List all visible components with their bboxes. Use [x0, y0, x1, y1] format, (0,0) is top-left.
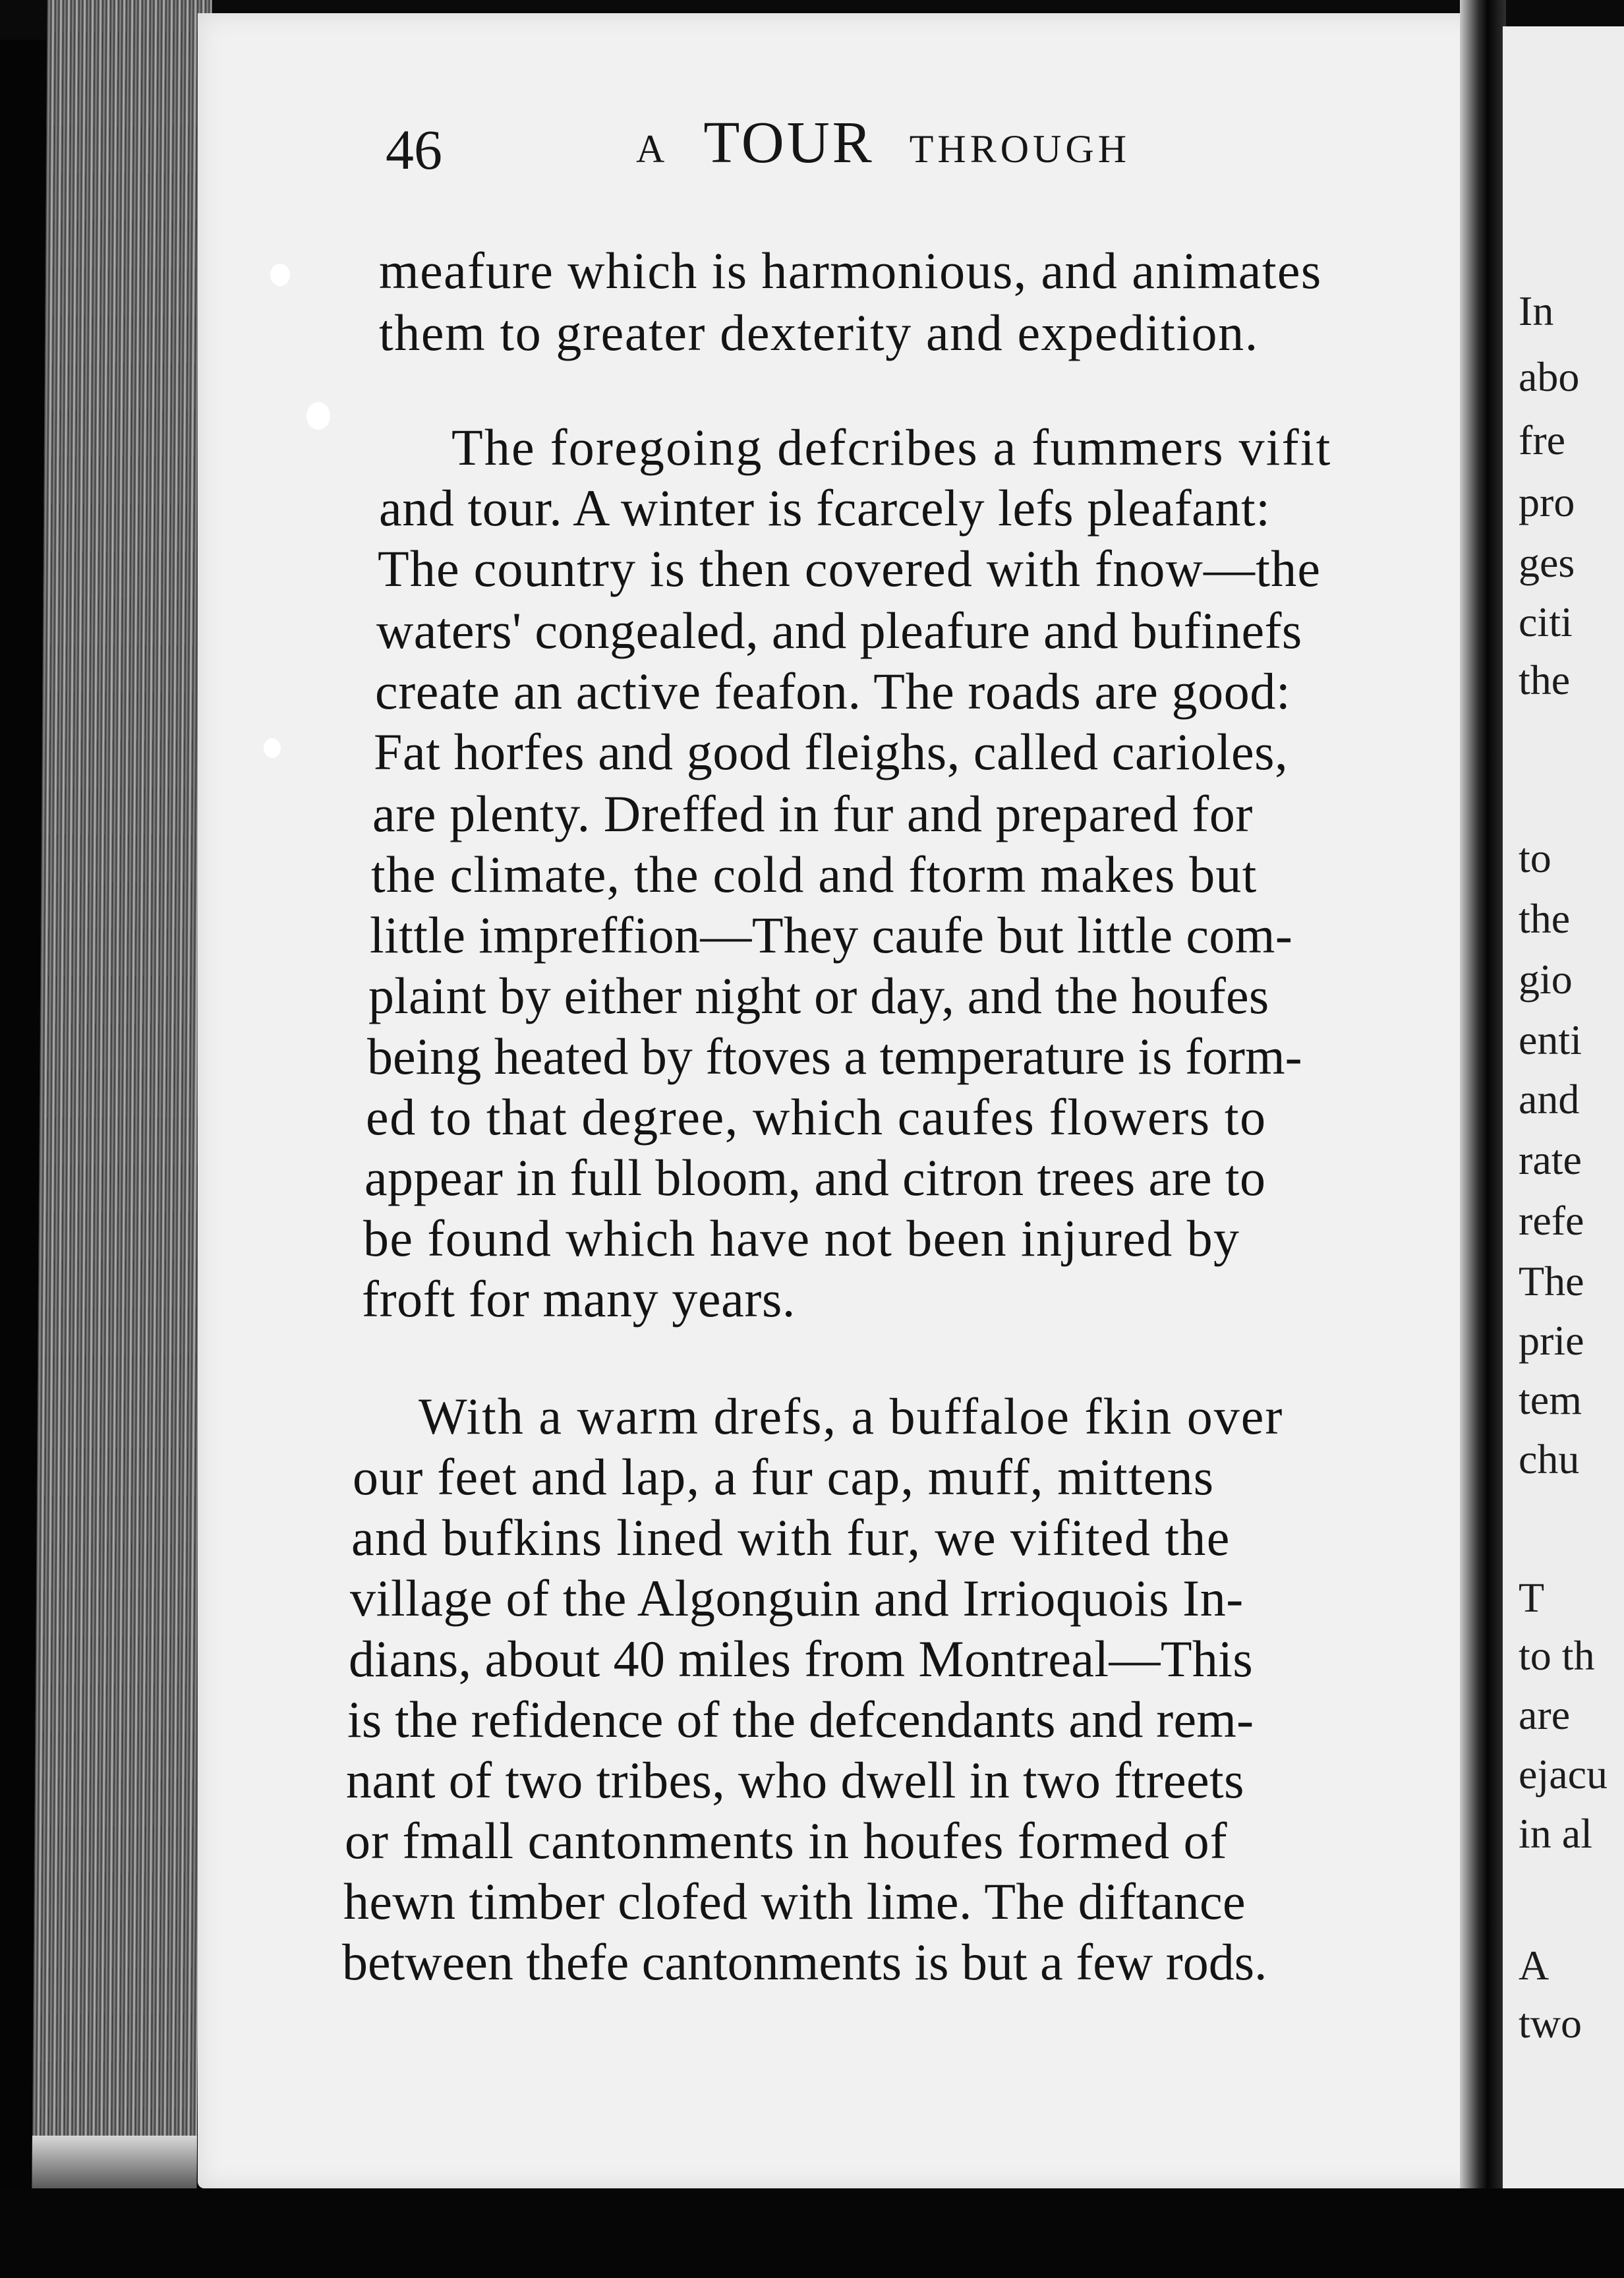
text-line: appear in full bloom, and citron trees are to [364, 1149, 1266, 1206]
text-line: The country is then covered with fnow—the [378, 540, 1321, 597]
title-subtitle: THROUGH [909, 127, 1131, 171]
facing-page-fragment: prie [1519, 1317, 1584, 1364]
text-line: and tour. A winter is fcarcely lefs pleafant: [379, 479, 1271, 537]
facing-page-fragment: are [1519, 1691, 1571, 1738]
facing-page-fragment: rate [1519, 1136, 1582, 1183]
book-gutter [1460, 0, 1506, 2278]
text-line: village of the Algonguin and Irrioquois In- [350, 1569, 1244, 1627]
book-page-edges [32, 0, 212, 2188]
scan-border-bottom [0, 2188, 1624, 2278]
facing-page-fragment: pro [1519, 479, 1575, 525]
text-line: and bufkins lined with fur, we vifited the [351, 1509, 1231, 1566]
facing-page-fragment: the [1519, 895, 1571, 942]
text-line: is the refidence of the defcendants and rem- [347, 1691, 1254, 1748]
facing-page-fragment: A [1519, 1942, 1550, 1989]
facing-page-fragment: to th [1519, 1632, 1595, 1679]
text-line: hewn timber clofed with lime. The diftance [343, 1873, 1246, 1930]
facing-page-fragment: ejacu [1519, 1751, 1608, 1797]
facing-page-fragment: ges [1519, 539, 1575, 586]
facing-page-fragment: the [1519, 657, 1571, 703]
facing-page-fragment: and [1519, 1076, 1580, 1123]
text-line: little impreffion—They caufe but little com- [370, 906, 1293, 964]
text-line: ed to that degree, which caufes flowers to [366, 1088, 1267, 1146]
facing-page-fragment: chu [1519, 1436, 1580, 1482]
facing-page-fragment: abo [1519, 353, 1580, 400]
paper-blemish [264, 738, 281, 758]
title-article: A [636, 127, 669, 171]
facing-page-fragment: in al [1519, 1810, 1592, 1857]
text-line: between thefe cantonments is but a few rods. [342, 1933, 1267, 1991]
text-line: create an active feafon. The roads are good: [375, 662, 1291, 720]
page-number: 46 [386, 118, 442, 181]
text-line: plaint by either night or day, and the houfes [368, 967, 1269, 1024]
text-line: nant of two tribes, who dwell in two ftreets [346, 1751, 1244, 1809]
facing-page-fragment: The [1519, 1258, 1584, 1304]
text-line: dians, about 40 miles from Montreal—This [349, 1630, 1254, 1687]
facing-page-fragment: tem [1519, 1376, 1582, 1423]
text-line: Fat horfes and good fleighs, called carioles, [374, 723, 1289, 780]
text-line: froft for many years. [362, 1270, 796, 1328]
text-line: our feet and lap, a fur cap, muff, mittens [353, 1448, 1215, 1505]
facing-page [1503, 26, 1624, 2195]
text-line: waters' congealed, and pleafure and bufinefs [376, 602, 1302, 659]
page-title [636, 109, 1130, 177]
paper-blemish [306, 402, 330, 430]
text-line: the climate, the cold and ftorm makes but [371, 846, 1258, 903]
facing-page-fragment: In [1519, 287, 1554, 334]
facing-page-fragment: fre [1519, 417, 1566, 463]
text-line: The foregoing defcribes a fummers vifit [451, 419, 1332, 476]
facing-page-fragment: gio [1519, 956, 1573, 1003]
paper-blemish [270, 264, 290, 286]
facing-page-fragment: T [1519, 1574, 1545, 1621]
text-line: With a warm drefs, a buffaloe fkin over [419, 1387, 1284, 1445]
text-line: are plenty. Dreffed in fur and prepared for [372, 785, 1253, 842]
facing-page-fragment: two [1519, 2000, 1582, 2047]
facing-page-fragment: enti [1519, 1016, 1582, 1063]
title-word: TOUR [703, 110, 875, 175]
facing-page-fragment: to [1519, 834, 1552, 881]
text-line: be found which have not been injured by [363, 1210, 1240, 1267]
text-line: being heated by ftoves a temperature is form- [367, 1028, 1302, 1085]
facing-page-fragment: refe [1519, 1197, 1584, 1244]
text-line: them to greater dexterity and expedition. [379, 304, 1259, 361]
facing-page-fragment: citi [1519, 599, 1573, 645]
text-line: meafure which is harmonious, and animates [379, 242, 1322, 299]
text-line: or fmall cantonments in houfes formed of [345, 1812, 1228, 1869]
running-head [386, 109, 1440, 181]
